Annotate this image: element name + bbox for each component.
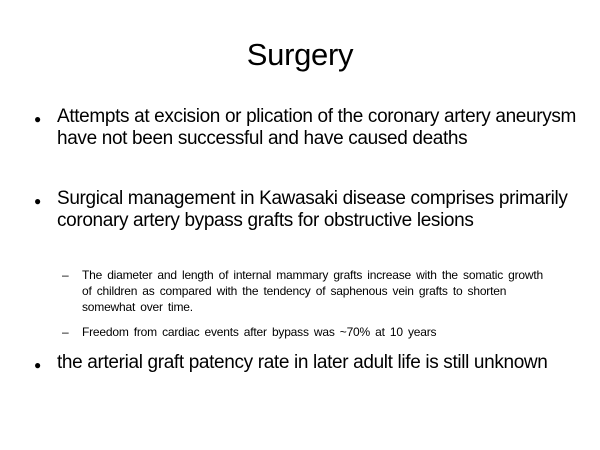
slide-title: Surgery — [246, 37, 354, 72]
bullet-icon: ● — [34, 194, 42, 208]
bullet-icon: ● — [34, 112, 42, 126]
bullet-text: Attempts at excision or plication of the coronary artery aneurysm have not been successful and have caused deaths — [57, 106, 576, 149]
sub-bullet-text: The diameter and length of internal mammary grafts increase with the somatic growth of children as compared with the tendency of saphenous vein grafts to shorten somewhat over time. — [82, 268, 543, 314]
sub-bullet-text: Freedom from cardiac events after bypass was ~70% at 10 years — [82, 325, 437, 339]
dash-icon: – — [62, 268, 69, 282]
dash-icon: – — [62, 325, 69, 339]
bullet-text: Surgical management in Kawasaki disease comprises primarily coronary artery bypass grafts for obstructive lesions — [57, 188, 568, 231]
bullet-text: the arterial graft patency rate in later adult life is still unknown — [57, 352, 548, 373]
bullet-icon: ● — [34, 358, 42, 372]
